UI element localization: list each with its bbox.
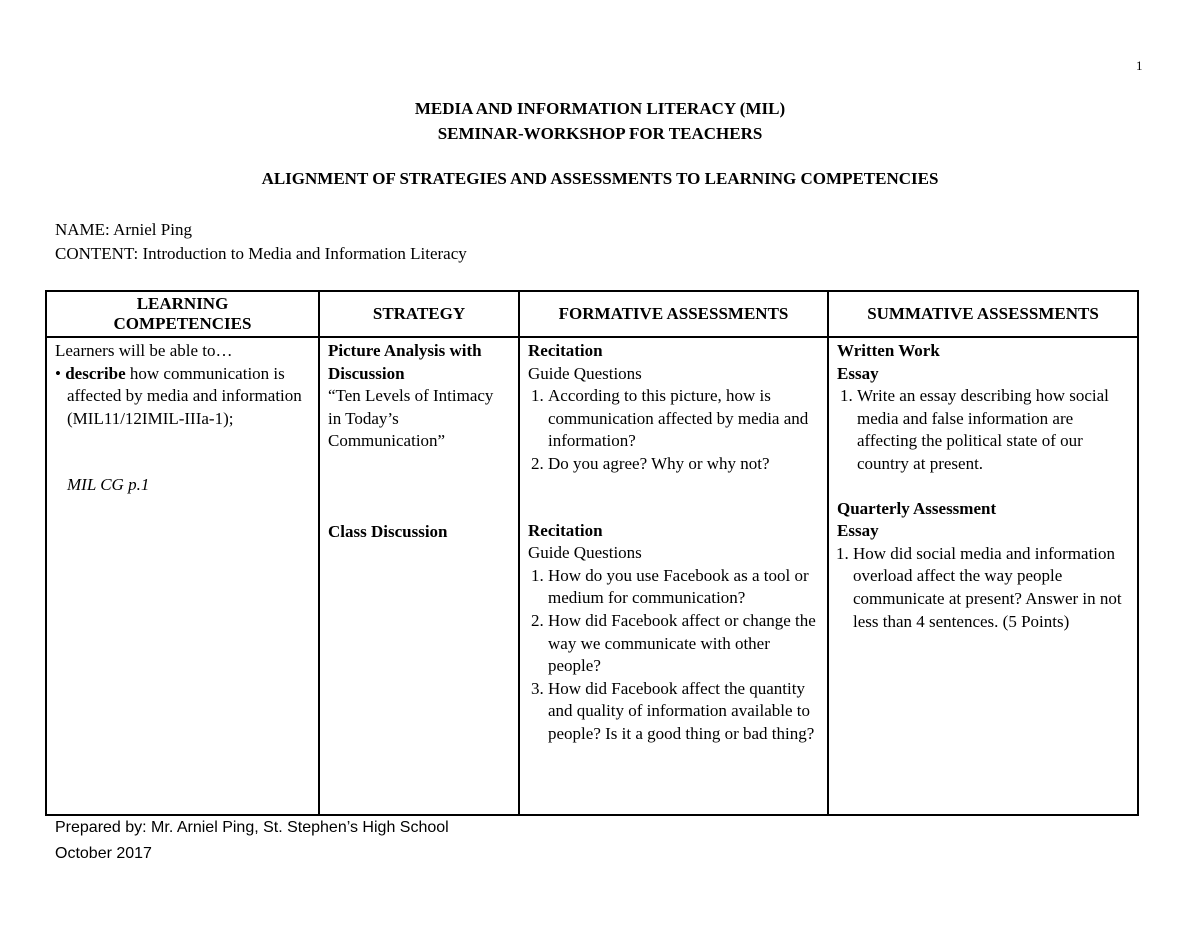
curriculum-reference: MIL CG p.1: [67, 475, 150, 495]
header-learning-competencies: LEARNING COMPETENCIES: [46, 291, 319, 337]
competencies-intro: Learners will be able to…: [55, 341, 233, 360]
footer: [55, 815, 449, 867]
summative-1-sub: Essay: [837, 363, 879, 383]
alignment-table: [45, 290, 1139, 816]
document-subtitle: ALIGNMENT OF STRATEGIES AND ASSESSMENTS TO LEARNING COMPETENCIES: [261, 169, 939, 188]
formative-2-sub: Guide Questions: [528, 543, 642, 563]
cell-strategy: [319, 337, 519, 815]
date: October 2017: [55, 845, 152, 862]
formative-1-sub: Guide Questions: [528, 363, 642, 383]
table-header-row: [46, 291, 1138, 337]
formative-1-questions: [528, 385, 819, 475]
strategy-1-text: “Ten Levels of Intimacy in Today’s Communication”: [328, 386, 494, 451]
summative-1-title: Written Work: [837, 341, 940, 360]
summative-2-sub: Essay: [837, 521, 879, 541]
title-line-1: MEDIA AND INFORMATION LITERACY (MIL): [414, 99, 786, 118]
table-row: [46, 337, 1138, 815]
competency-text: how communication is affected by media and information (MIL11/12IMIL-IIIa-1);: [67, 363, 302, 428]
list-item: 1. How did social media and information overload affect the way people communicate at present? Answer in not less than 4 sentences. (5 Points): [853, 543, 1129, 633]
list-item: 1. According to this picture, how is communication affected by media and information?: [548, 385, 819, 453]
summative-2-questions: [837, 543, 1129, 633]
title-line-2: SEMINAR-WORKSHOP FOR TEACHERS: [437, 124, 763, 143]
list-item: 3. How did Facebook affect the quantity and quality of information available to people? Is it a good thing or bad thing?: [548, 678, 819, 746]
formative-1-title: Recitation: [528, 341, 603, 360]
header-summative: SUMMATIVE ASSESSMENTS: [828, 291, 1138, 337]
cell-competencies: [46, 337, 319, 815]
header-strategy: STRATEGY: [319, 291, 519, 337]
summative-2-title: Quarterly Assessment: [837, 498, 997, 518]
summative-1-questions: [837, 385, 1129, 475]
list-item: 2. Do you agree? Why or why not?: [548, 453, 819, 476]
name-field: NAME: Arniel Ping: [55, 220, 192, 239]
meta-block: [55, 218, 467, 266]
list-item: 1. How do you use Facebook as a tool or medium for communication?: [548, 565, 819, 610]
list-item: 2. How did Facebook affect or change the way we communicate with other people?: [548, 610, 819, 678]
list-item: 1. Write an essay describing how social media and false information are affecting the political state of our country at present.: [857, 385, 1129, 475]
page-number: 1: [1136, 58, 1143, 73]
cell-summative: [828, 337, 1138, 815]
formative-2-questions: [528, 565, 819, 746]
strategy-2-title: Class Discussion: [328, 521, 448, 541]
document-title: [0, 96, 1200, 146]
competency-verb: describe: [65, 363, 126, 383]
content-field: CONTENT: Introduction to Media and Information Literacy: [55, 244, 467, 263]
prepared-by: Prepared by: Mr. Arniel Ping, St. Stephen’s High School: [55, 819, 449, 836]
header-formative: FORMATIVE ASSESSMENTS: [519, 291, 828, 337]
strategy-1-title: Picture Analysis with Discussion: [328, 341, 482, 383]
cell-formative: [519, 337, 828, 815]
formative-2-title: Recitation: [528, 520, 603, 540]
competency-bullet: • describe how communication is affected by media and information (MIL11/12IMIL-IIIa-1);: [55, 363, 302, 428]
